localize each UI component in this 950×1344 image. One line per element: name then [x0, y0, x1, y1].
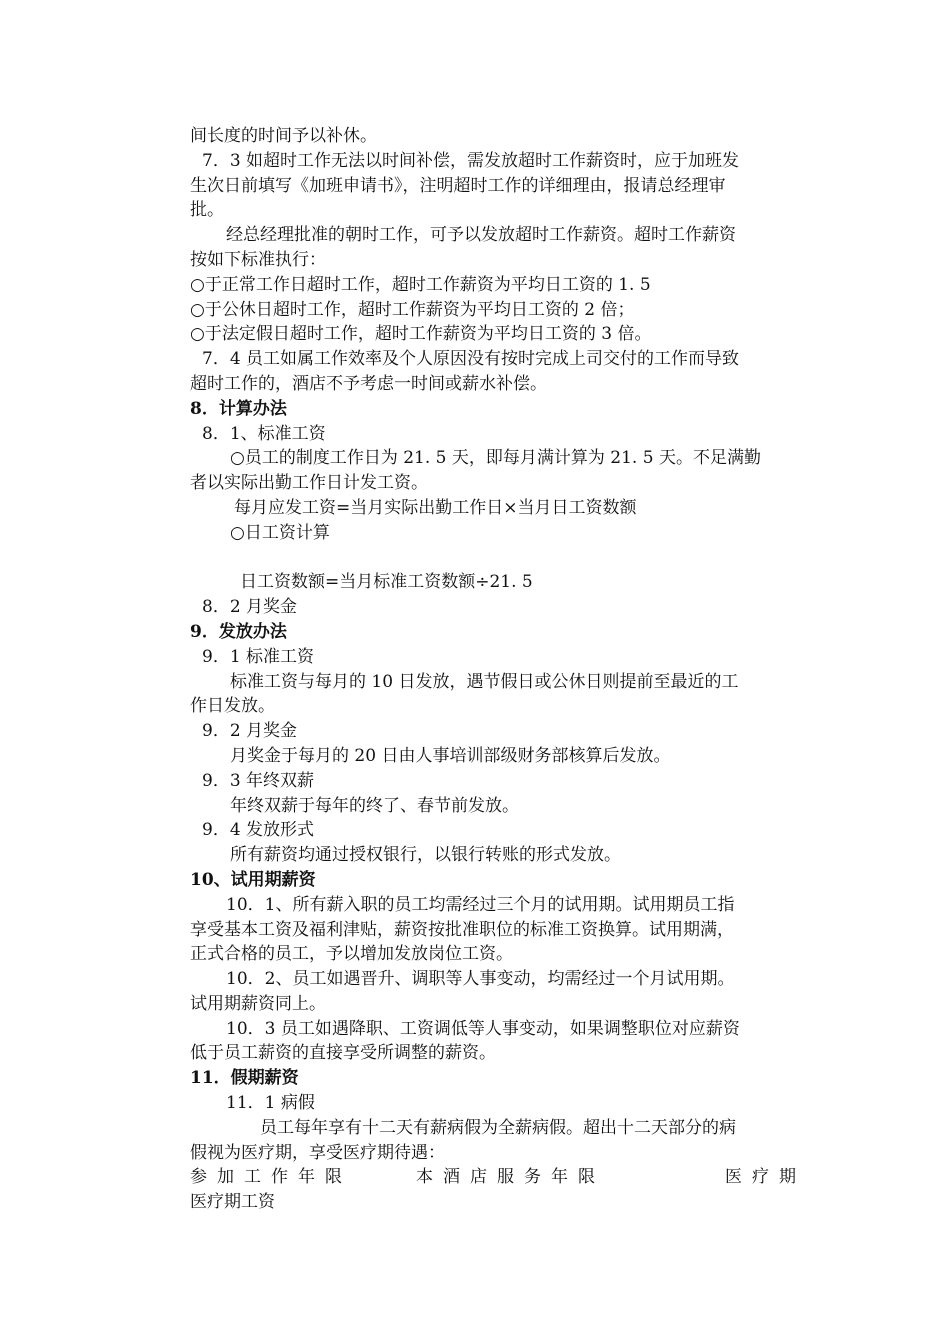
- table-header-cell: 参加工作年限: [190, 1167, 352, 1188]
- heading-11: 11．假期薪资: [190, 1068, 299, 1089]
- paragraph-line: 低于员工薪资的直接享受所调整的薪资。: [190, 1043, 496, 1064]
- bullet-item: ○日工资计算: [230, 522, 330, 543]
- bullet-item: ○于法定假日超时工作，超时工作薪资为平均日工资的 3 倍。: [190, 324, 652, 345]
- section-9-2: 9．2 月奖金: [202, 721, 298, 742]
- paragraph-line: 作日发放。: [190, 696, 275, 717]
- paragraph-line: 年终双薪于每年的终了、春节前发放。: [230, 795, 519, 816]
- section-10-1: 10．1、所有薪入职的员工均需经过三个月的试用期。试用期员工指: [226, 894, 735, 915]
- section-9-3: 9．3 年终双薪: [202, 770, 315, 791]
- section-7-3: 7．3 如超时工作无法以时间补偿，需发放超时工作薪资时，应于加班发: [202, 150, 740, 171]
- section-10-2: 10．2、员工如遇晋升、调职等人事变动，均需经过一个月试用期。: [226, 969, 735, 990]
- section-7-4: 7．4 员工如属工作效率及个人原因没有按时完成上司交付的工作而导致: [202, 349, 740, 370]
- table-header-cell: 本酒店服务年限: [416, 1167, 605, 1188]
- heading-9: 9．发放办法: [190, 621, 287, 642]
- paragraph-line: 者以实际出勤工作日计发工资。: [190, 473, 428, 494]
- formula-line: 每月应发工资=当月实际出勤工作日×当月日工资数额: [234, 497, 637, 518]
- paragraph-line: 所有薪资均通过授权银行，以银行转账的形式发放。: [230, 845, 621, 866]
- section-10-3: 10．3 员工如遇降职、工资调低等人事变动，如果调整职位对应薪资: [226, 1018, 740, 1039]
- section-8-1: 8．1、标准工资: [202, 423, 326, 444]
- heading-8: 8．计算办法: [190, 398, 287, 419]
- formula-line: 日工资数额=当月标准工资数额÷21. 5: [240, 572, 533, 593]
- heading-10: 10、试用期薪资: [190, 869, 316, 890]
- paragraph-line: 间长度的时间予以补休。: [190, 126, 377, 146]
- section-9-4: 9．4 发放形式: [202, 820, 315, 841]
- table-header-cell: 医疗期: [725, 1167, 806, 1188]
- paragraph-line: 按如下标准执行：: [190, 249, 326, 270]
- table-header-cell: 医疗期工资: [190, 1192, 275, 1213]
- section-8-2: 8．2 月奖金: [202, 597, 298, 618]
- bullet-item: ○于公休日超时工作，超时工作薪资为平均日工资的 2 倍；: [190, 299, 635, 320]
- paragraph-line: 享受基本工资及福利津贴，薪资按批准职位的标准工资换算。试用期满，: [190, 919, 734, 940]
- paragraph-line: 生次日前填写《加班申请书》，注明超时工作的详细理由，报请总经理审: [190, 175, 726, 196]
- paragraph-line: 经总经理批准的朝时工作，可予以发放超时工作薪资。超时工作薪资: [226, 225, 736, 246]
- paragraph-line: 正式合格的员工，予以增加发放岗位工资。: [190, 944, 513, 965]
- paragraph-line: 试用期薪资同上。: [190, 993, 326, 1014]
- paragraph-line: 月奖金于每月的 20 日由人事培训部级财务部核算后发放。: [230, 745, 671, 766]
- paragraph-line: 批。: [190, 200, 224, 221]
- section-11-1: 11．1 病假: [226, 1093, 315, 1114]
- paragraph-line: 员工每年享有十二天有薪病假为全薪病假。超出十二天部分的病: [260, 1117, 736, 1138]
- blank-line: [190, 546, 806, 571]
- paragraph-line: 标准工资与每月的 10 日发放，遇节假日或公休日则提前至最近的工: [230, 671, 739, 692]
- table-header-row: [190, 1165, 806, 1190]
- document-page: [190, 124, 806, 1215]
- paragraph-line: 假视为医疗期，享受医疗期待遇：: [190, 1142, 445, 1163]
- bullet-item: ○于正常工作日超时工作，超时工作薪资为平均日工资的 1. 5: [190, 274, 651, 295]
- section-9-1: 9．1 标准工资: [202, 646, 315, 667]
- paragraph-line: 超时工作的，酒店不予考虑一时间或薪水补偿。: [190, 373, 547, 394]
- bullet-item: ○员工的制度工作日为 21. 5 天，即每月满计算为 21. 5 天。不足满勤: [230, 448, 761, 469]
